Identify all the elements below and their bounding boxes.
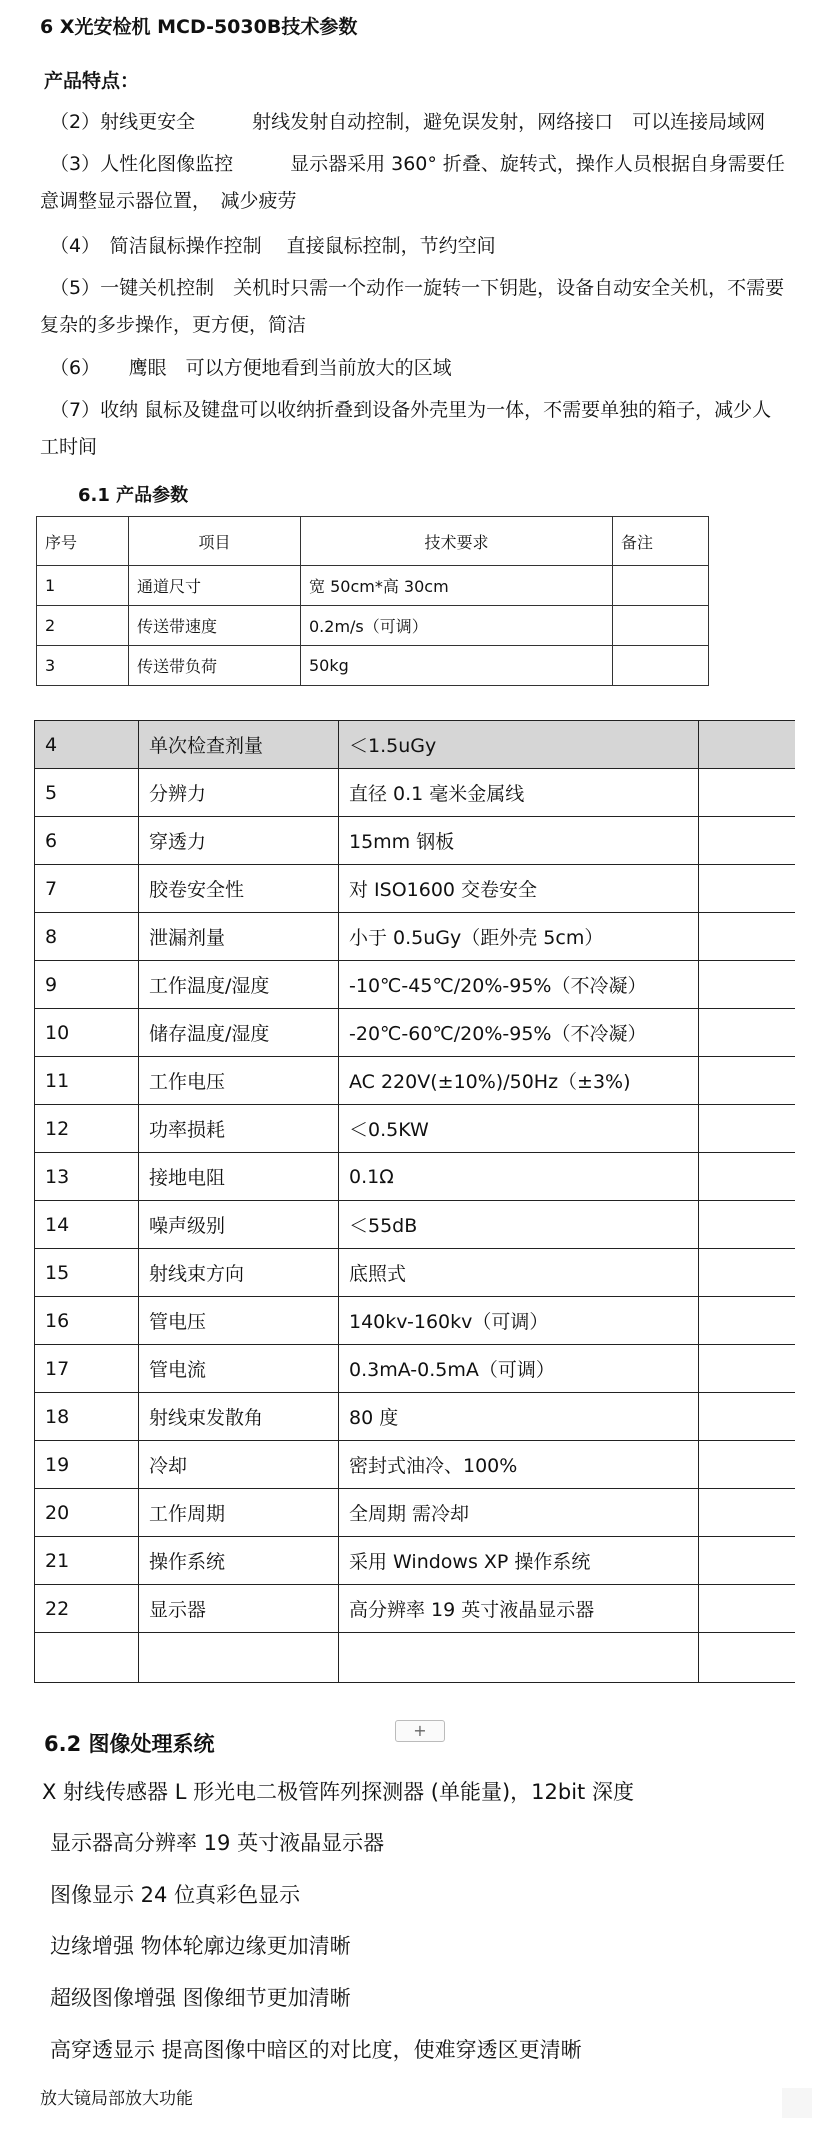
header-cell-no: 序号	[37, 517, 129, 566]
table-cell	[699, 1201, 795, 1249]
table-cell: 0.1Ω	[339, 1153, 699, 1201]
table-cell: 12	[35, 1105, 139, 1153]
header-cell-remark: 备注	[613, 517, 709, 566]
table-cell: 13	[35, 1153, 139, 1201]
table-row	[37, 566, 709, 606]
table-row	[35, 1585, 795, 1633]
table-cell: ＜55dB	[339, 1201, 699, 1249]
table-cell: 接地电阻	[139, 1153, 339, 1201]
table-cell: 通道尺寸	[129, 566, 301, 606]
table-row	[35, 1201, 795, 1249]
table-cell: 16	[35, 1297, 139, 1345]
table-cell: 140kv-160kv（可调）	[339, 1297, 699, 1345]
imaging-line: 显示器高分辨率 19 英寸液晶显示器	[50, 1831, 385, 1855]
table-cell: 0.3mA-0.5mA（可调）	[339, 1345, 699, 1393]
table-cell-empty	[339, 1633, 699, 1683]
table-cell: 15	[35, 1249, 139, 1297]
table-cell: 8	[35, 913, 139, 961]
table-cell-empty	[699, 1633, 795, 1683]
table-cell: 3	[37, 646, 129, 686]
table-cell: 高分辨率 19 英寸液晶显示器	[339, 1585, 699, 1633]
table-row	[35, 721, 795, 769]
table-cell: ＜1.5uGy	[339, 721, 699, 769]
table-cell: 工作温度/湿度	[139, 961, 339, 1009]
table-cell	[699, 1009, 795, 1057]
table-cell	[699, 817, 795, 865]
imaging-line: X 射线传感器 L 形光电二极管阵列探测器 (单能量)，12bit 深度	[42, 1780, 634, 1804]
table-cell: AC 220V(±10%)/50Hz（±3%)	[339, 1057, 699, 1105]
table-cell: 17	[35, 1345, 139, 1393]
params-heading: 6.1 产品参数	[78, 485, 189, 506]
table-cell: 6	[35, 817, 139, 865]
feature-item: （3）人性化图像监控 显示器采用 360° 折叠、旋转式，操作人员根据自身需要任意调整显示器位置， 减少疲劳	[40, 153, 785, 212]
params-table-part1	[36, 516, 709, 686]
table-row	[35, 1489, 795, 1537]
table-row	[35, 1345, 795, 1393]
table-cell	[699, 1441, 795, 1489]
imaging-last-line: 放大镜局部放大功能	[40, 2089, 193, 2109]
table-cell: 储存温度/湿度	[139, 1009, 339, 1057]
table-cell: 管电流	[139, 1345, 339, 1393]
table-row	[35, 1297, 795, 1345]
table-cell: 全周期 需冷却	[339, 1489, 699, 1537]
imaging-line: 超级图像增强 图像细节更加清晰	[50, 1986, 351, 2010]
table-cell	[699, 1393, 795, 1441]
table-cell: 18	[35, 1393, 139, 1441]
table-row	[35, 961, 795, 1009]
params-table-part2	[34, 720, 795, 1683]
feature-item: （6） 鹰眼 可以方便地看到当前放大的区域	[50, 357, 452, 379]
feature-item: （2）射线更安全 射线发射自动控制，避免误发射，网络接口 可以连接局域网	[50, 111, 766, 133]
header-cell-item: 项目	[129, 517, 301, 566]
table-cell: 功率损耗	[139, 1105, 339, 1153]
add-row-button[interactable]: +	[395, 1720, 445, 1742]
table-cell	[699, 1537, 795, 1585]
table-row	[37, 646, 709, 686]
table-cell: 9	[35, 961, 139, 1009]
table-row	[35, 1441, 795, 1489]
table-row	[35, 913, 795, 961]
table-cell: 显示器	[139, 1585, 339, 1633]
table-row	[35, 1393, 795, 1441]
scan-artifact	[782, 2088, 812, 2118]
table-cell: 底照式	[339, 1249, 699, 1297]
table-cell: 泄漏剂量	[139, 913, 339, 961]
table-cell: 射线束发散角	[139, 1393, 339, 1441]
table-cell: 密封式油冷、100%	[339, 1441, 699, 1489]
table-cell: 7	[35, 865, 139, 913]
table-cell	[699, 1585, 795, 1633]
table-cell	[699, 1249, 795, 1297]
table-row	[35, 865, 795, 913]
table-cell: 22	[35, 1585, 139, 1633]
table-row	[35, 817, 795, 865]
table-cell: 工作电压	[139, 1057, 339, 1105]
table-row	[35, 1249, 795, 1297]
table-cell: 11	[35, 1057, 139, 1105]
table-cell: 传送带负荷	[129, 646, 301, 686]
table-header-row	[37, 517, 709, 566]
table-cell: 传送带速度	[129, 606, 301, 646]
table-cell	[699, 1345, 795, 1393]
table-cell: 2	[37, 606, 129, 646]
imaging-heading: 6.2 图像处理系统	[44, 1732, 215, 1756]
table-row	[35, 1537, 795, 1585]
table-cell: 小于 0.5uGy（距外壳 5cm）	[339, 913, 699, 961]
table-cell: 10	[35, 1009, 139, 1057]
table-cell: 操作系统	[139, 1537, 339, 1585]
table-cell-empty	[139, 1633, 339, 1683]
table-cell	[699, 1105, 795, 1153]
table-cell: 50kg	[301, 646, 613, 686]
table-cell: 4	[35, 721, 139, 769]
table-cell: 19	[35, 1441, 139, 1489]
document-title: 6 X光安检机 MCD-5030B技术参数	[40, 16, 358, 38]
table-row	[37, 606, 709, 646]
table-cell: 穿透力	[139, 817, 339, 865]
table-cell: 20	[35, 1489, 139, 1537]
table-cell: 射线束方向	[139, 1249, 339, 1297]
table-cell: 噪声级别	[139, 1201, 339, 1249]
table-cell: ＜0.5KW	[339, 1105, 699, 1153]
table-cell	[699, 1297, 795, 1345]
table-cell	[699, 1153, 795, 1201]
table-cell: 15mm 钢板	[339, 817, 699, 865]
features-heading: 产品特点：	[44, 70, 140, 92]
table-cell: 管电压	[139, 1297, 339, 1345]
table-cell	[699, 721, 795, 769]
table-row	[35, 1009, 795, 1057]
table-cell: 单次检查剂量	[139, 721, 339, 769]
table-row	[35, 769, 795, 817]
table-cell: 宽 50cm*高 30cm	[301, 566, 613, 606]
imaging-line: 高穿透显示 提高图像中暗区的对比度，使难穿透区更清晰	[50, 2038, 582, 2062]
table-cell	[613, 566, 709, 606]
table-row	[35, 1105, 795, 1153]
table-cell	[613, 646, 709, 686]
table-row	[35, 1057, 795, 1105]
table-row	[35, 1153, 795, 1201]
table-cell	[699, 1489, 795, 1537]
table-cell: -10℃-45℃/20%-95%（不冷凝）	[339, 961, 699, 1009]
table-cell-empty	[35, 1633, 139, 1683]
table-cell	[699, 913, 795, 961]
feature-item: （5）一键关机控制 关机时只需一个动作一旋转一下钥匙，设备自动安全关机，不需要复杂的多步操作，更方便，简洁	[40, 277, 785, 336]
table-cell: 80 度	[339, 1393, 699, 1441]
table-cell	[699, 865, 795, 913]
table-cell: 工作周期	[139, 1489, 339, 1537]
table-cell: 21	[35, 1537, 139, 1585]
table-cell: 0.2m/s（可调）	[301, 606, 613, 646]
feature-item: （4） 简洁鼠标操作控制 直接鼠标控制，节约空间	[50, 235, 496, 257]
feature-item: （7）收纳 鼠标及键盘可以收纳折叠到设备外壳里为一体，不需要单独的箱子，减少人工时间	[40, 399, 772, 458]
table-cell: 直径 0.1 毫米金属线	[339, 769, 699, 817]
table-cell	[613, 606, 709, 646]
table-cell: 对 ISO1600 交卷安全	[339, 865, 699, 913]
table-cell: 分辨力	[139, 769, 339, 817]
table-cell: 采用 Windows XP 操作系统	[339, 1537, 699, 1585]
table-cell	[699, 1057, 795, 1105]
table-cell: 14	[35, 1201, 139, 1249]
table-row-empty	[35, 1633, 795, 1683]
imaging-line: 边缘增强 物体轮廓边缘更加清晰	[50, 1934, 351, 1958]
table-cell	[699, 961, 795, 1009]
table-cell: 胶卷安全性	[139, 865, 339, 913]
table-cell: 5	[35, 769, 139, 817]
table-cell	[699, 769, 795, 817]
header-cell-spec: 技术要求	[301, 517, 613, 566]
table-cell: 1	[37, 566, 129, 606]
imaging-line: 图像显示 24 位真彩色显示	[50, 1883, 301, 1907]
table-cell: -20℃-60℃/20%-95%（不冷凝）	[339, 1009, 699, 1057]
table-cell: 冷却	[139, 1441, 339, 1489]
